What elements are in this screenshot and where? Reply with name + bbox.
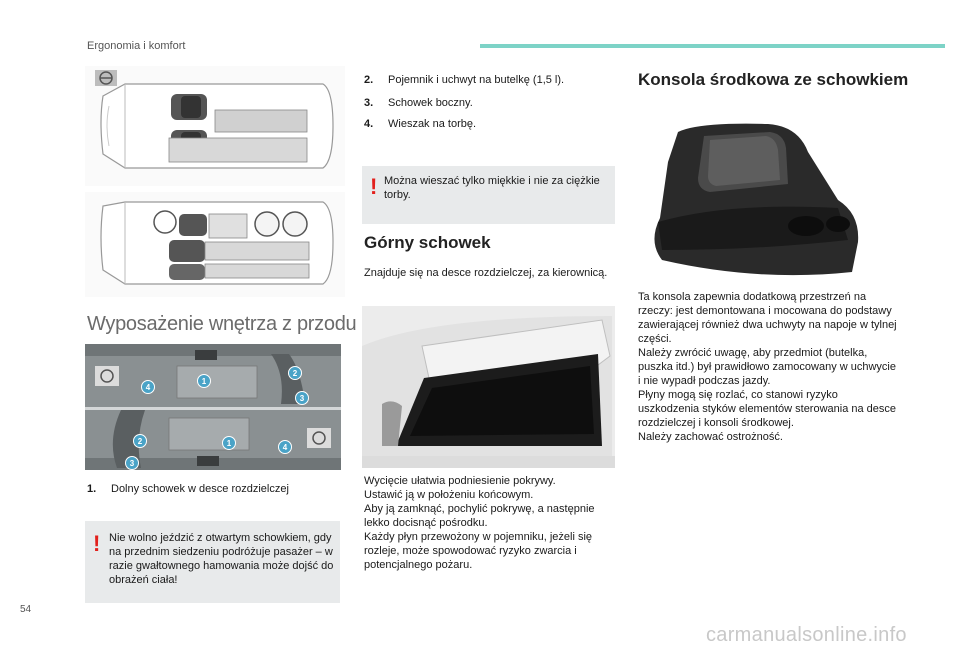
list-item-text: Wieszak na torbę. [388, 118, 477, 130]
center-console-description: Ta konsola zapewnia dodatkową przestrzeń na rzeczy: jest demontowana i mocowana do podstawy zawierającej również dwa uchwyty na napoje w tylnej części. Należy zwrócić uwagę, aby przedmiot (butelka, puszka itd.) był prawidłowo zamocowany w uchwycie i nie wypadł podczas jazdy. Płyny mogą się rozlać, co stanowi ryzyko uszkodzenia styków elementów sterowania na desce rozdzielczej i konsoli środkowej. Należy zachować ostrożność. [638, 291, 897, 443]
dashboard-photo-rhd [85, 410, 341, 470]
warning-text: Można wieszać tylko miękkie i nie za ciężkie torby. [384, 175, 600, 201]
upper-storage-photo [362, 306, 615, 468]
section-title: Wyposażenie wnętrza z przodu [87, 313, 357, 335]
warning-exclamation-icon: ! [370, 174, 378, 199]
callout-badge-1: 1 [197, 374, 211, 388]
callout-badge-2: 2 [288, 366, 302, 380]
watermark: carmanualsonline.info [706, 624, 907, 646]
dashboard-illustration [85, 410, 341, 470]
callout-badge-4: 4 [278, 440, 292, 454]
list-item-number: 1. [87, 483, 97, 495]
section-heading-center-console: Konsola środkowa ze schowkiem [638, 70, 909, 89]
callout-badge-1: 1 [222, 436, 236, 450]
list-item-number: 4. [364, 118, 374, 130]
callout-badge-3: 3 [295, 391, 309, 405]
callout-badge-3: 3 [125, 456, 139, 470]
steering-wheel-icon [95, 70, 117, 86]
section-heading-upper-storage: Górny schowek [364, 233, 491, 252]
running-header: Ergonomia i komfort [87, 40, 186, 52]
warning-box-glovebox [85, 521, 340, 603]
upper-storage-intro: Znajduje się na desce rozdzielczej, za kierownicą. [364, 267, 608, 279]
upper-storage-description: Wycięcie ułatwia podniesienie pokrywy. Ustawić ją w położeniu końcowym. Aby ją zamknąć, pochylić pokrywę, a następnie lekko docisnąć pośrodku. Każdy płyn przewożony w pojemniku, jeżeli się rozleje, może spowodować ryzyko zwarcia i potencjalnego pożaru. [364, 475, 595, 571]
van-top-view-illustration [85, 66, 345, 186]
list-item-2 [364, 73, 614, 87]
warning-text: Nie wolno jeździć z otwartym schowkiem, gdy na przednim siedzeniu podróżuje pasażer – w razie gwałtownego hamowania może dojść do obrażeń ciała! [109, 532, 334, 586]
dashboard-photo-lhd [85, 344, 341, 407]
callout-badge-4: 4 [141, 380, 155, 394]
van-top-view-illustration [85, 192, 345, 297]
callout-badge-2: 2 [133, 434, 147, 448]
list-item-number: 3. [364, 97, 374, 109]
list-item-number: 2. [364, 74, 374, 86]
warning-exclamation-icon: ! [93, 531, 101, 556]
list-item-text: Dolny schowek w desce rozdzielczej [111, 483, 289, 495]
list-item-4 [364, 117, 614, 131]
center-console-illustration [638, 122, 868, 282]
van-seating-diagram-top [85, 66, 345, 186]
list-item-text: Pojemnik i uchwyt na butelkę (1,5 l). [388, 74, 565, 86]
center-console-photo [638, 122, 868, 282]
list-item-text: Schowek boczny. [388, 97, 473, 109]
list-item-1 [87, 482, 337, 496]
van-seating-diagram-bottom [85, 192, 345, 297]
list-item-3 [364, 96, 614, 110]
page-number: 54 [20, 604, 32, 615]
warning-box-bag-hook [362, 166, 615, 224]
header-accent-bar [480, 44, 945, 48]
upper-storage-illustration [362, 306, 615, 468]
